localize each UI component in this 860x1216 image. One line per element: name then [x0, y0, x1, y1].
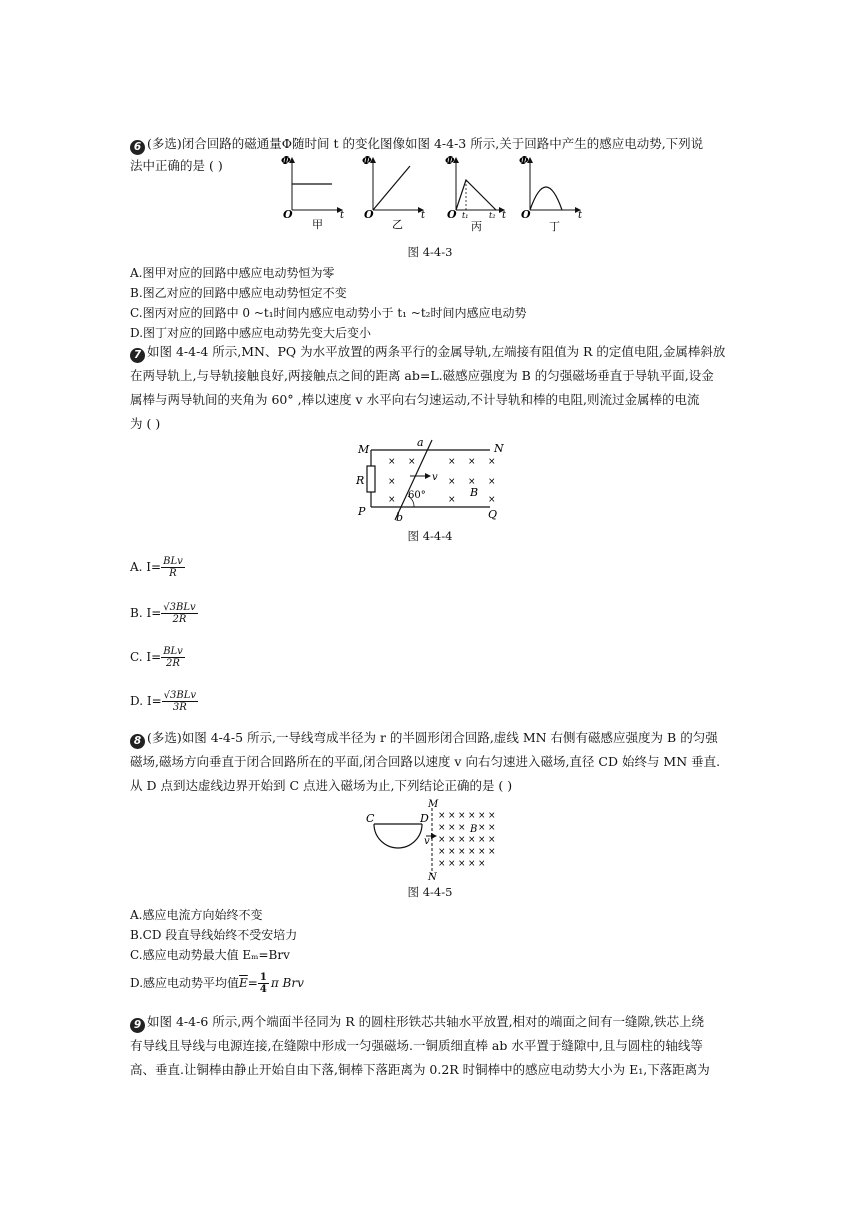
svg-text:×: × [388, 457, 396, 467]
q7-line3: 属棒与两导轨间的夹角为 60° ,棒以速度 v 水平向右匀速运动,不计导轨和棒的电阻,则流过金属棒的电流 [130, 392, 700, 407]
q6-line1: 6 (多选)闭合回路的磁通量Φ随时间 t 的变化图像如图 4-4-3 所示,关于回路中产生的感应电动势,下列说 [130, 136, 735, 155]
g2-phi: Φ [362, 154, 372, 167]
svg-text:×: × [438, 835, 446, 845]
svg-text:×: × [468, 811, 476, 821]
svg-text:×: × [438, 823, 446, 833]
svg-text:×: × [488, 835, 496, 845]
g2-label: 乙 [392, 218, 403, 231]
q7-line2: 在两导轨上,与导轨接触良好,两接触点之间的距离 ab=L.磁感应强度为 B 的匀强磁场垂直于导轨平面,设金 [130, 368, 714, 383]
svg-text:×: × [458, 859, 466, 869]
q7-option-a: A. I= $\frac{\text{BLv}}{R}$ [130, 556, 183, 579]
svg-text:×: × [488, 457, 496, 467]
q6-option-a: A.图甲对应的回路中感应电动势恒为零 [130, 266, 335, 280]
svg-text:×: × [488, 811, 496, 821]
q9-number-badge: 9 [130, 1018, 145, 1033]
g4-phi: Φ [519, 154, 529, 167]
q6-option-d: D.图丁对应的回路中感应电动势先变大后变小 [130, 326, 372, 340]
graph-jia [281, 154, 345, 231]
svg-text:×: × [458, 811, 466, 821]
svg-text:×: × [448, 477, 456, 487]
svg-text:N: N [428, 872, 437, 880]
svg-text:×: × [448, 847, 456, 857]
svg-text:D: D [420, 812, 429, 825]
q7-line4: 为 ( ) [130, 416, 161, 431]
svg-text:×: × [448, 811, 456, 821]
svg-text:v: v [424, 836, 430, 847]
g2-t: t [421, 210, 426, 221]
q9-line2: 有导线且导线与电源连接,在缝隙中形成一匀强磁场.一铜质细直棒 ab 水平置于缝隙中,且与圆柱的轴线等 [130, 1038, 703, 1053]
caption-4-4-4: 图 4-4-4 [407, 529, 453, 543]
q8-number-badge: 8 [130, 734, 145, 749]
svg-text:B: B [470, 824, 478, 835]
svg-text:×: × [458, 835, 466, 845]
q9-line1: 9 如图 4-4-6 所示,两个端面半径同为 R 的圆柱形铁芯共轴水平放置,相对的端面之间有一缝隙,铁芯上绕 [130, 1014, 735, 1033]
svg-text:×: × [448, 859, 456, 869]
g3-t2: t₂ [489, 211, 496, 220]
svg-text:P: P [358, 505, 366, 518]
q8-option-d: D.感应电动势平均值$\overline{E}=$ $\frac{1}{4}$ π Brv [130, 972, 304, 995]
g2-origin: O [364, 208, 374, 221]
svg-text:v: v [432, 472, 438, 483]
graph-ding [519, 154, 583, 233]
svg-text:b: b [396, 511, 404, 524]
q9-line3: 高、垂直.让铜棒由静止开始自由下落,铜棒下落距离为 0.2R 时铜棒中的感应电动势大小为 E₁,下落距离为 [130, 1062, 710, 1077]
svg-text:B: B [470, 486, 479, 499]
svg-text:×: × [448, 835, 456, 845]
svg-text:60°: 60° [408, 490, 426, 501]
q8-line3: 从 D 点到达虚线边界开始到 C 点进入磁场为止,下列结论正确的是 ( ) [130, 778, 513, 793]
g3-t1: t₁ [462, 211, 469, 220]
g1-phi: Φ [281, 154, 291, 167]
q8-line1: 8 (多选)如图 4-4-5 所示,一导线弯成半径为 r 的半圆形闭合回路,虚线 MN 右侧有磁感应强度为 B 的匀强 [130, 730, 735, 749]
q6-option-b: B.图乙对应的回路中感应电动势恒定不变 [130, 286, 347, 300]
svg-text:×: × [388, 477, 396, 487]
svg-text:a: a [417, 436, 424, 449]
svg-text:×: × [468, 477, 476, 487]
q7-line1: 7 如图 4-4-4 所示,MN、PQ 为水平放置的两条平行的金属导轨,左端接有阻值为 R 的定值电阻,金属棒斜放 [130, 344, 735, 363]
g1-origin: O [283, 208, 293, 221]
g4-label: 丁 [549, 220, 560, 233]
svg-text:×: × [478, 847, 486, 857]
svg-text:×: × [408, 457, 416, 467]
svg-text:×: × [488, 847, 496, 857]
q6-number-badge: 6 [130, 140, 145, 155]
q7-number-badge: 7 [130, 348, 145, 363]
q7-option-c: C. I= $\frac{\text{BLv}}{2R}$ [130, 646, 183, 669]
svg-text:×: × [468, 457, 476, 467]
q7-option-d: D. I= $\frac{\text{√3BLv}}{3R}$ [130, 690, 196, 713]
svg-text:×: × [478, 835, 486, 845]
svg-text:×: × [478, 823, 486, 833]
svg-text:×: × [388, 495, 396, 505]
svg-text:×: × [438, 859, 446, 869]
caption-4-4-3: 图 4-4-3 [407, 245, 453, 259]
q8-option-c: C.感应电动势最大值 Eₘ=Brv [130, 948, 290, 962]
graph-bing [445, 154, 507, 233]
graph-yi [362, 154, 426, 231]
g3-t: t [502, 210, 507, 221]
svg-text:×: × [468, 859, 476, 869]
svg-text:×: × [478, 811, 486, 821]
q7-option-b: B. I= $\frac{\text{√3BLv}}{2R}$ [130, 602, 196, 625]
g3-origin: O [447, 208, 457, 221]
caption-4-4-5: 图 4-4-5 [407, 885, 453, 899]
svg-text:×: × [478, 859, 486, 869]
svg-text:×: × [458, 847, 466, 857]
svg-text:R: R [356, 474, 365, 487]
g4-origin: O [521, 208, 531, 221]
figure-4-4-3 [270, 150, 600, 240]
g1-label: 甲 [312, 218, 323, 231]
svg-text:M: M [428, 799, 439, 810]
q8-line2: 磁场,磁场方向垂直于闭合回路所在的平面,闭合回路以速度 v 向右匀速进入磁场,直径 CD 始终与 MN 垂直. [130, 754, 721, 769]
svg-text:×: × [448, 823, 456, 833]
g3-phi: Φ [445, 154, 455, 167]
svg-text:×: × [488, 477, 496, 487]
q8-option-a: A.感应电流方向始终不变 [130, 908, 263, 922]
svg-text:Q: Q [488, 508, 498, 521]
svg-text:×: × [438, 847, 446, 857]
svg-text:×: × [448, 457, 456, 467]
svg-text:×: × [468, 847, 476, 857]
svg-text:×: × [438, 811, 446, 821]
svg-text:C: C [366, 812, 375, 825]
svg-text:M: M [358, 443, 370, 456]
svg-text:×: × [488, 823, 496, 833]
svg-text:×: × [448, 495, 456, 505]
svg-text:×: × [488, 495, 496, 505]
q6-line2: 法中正确的是 ( ) [130, 158, 223, 173]
figure-4-4-5 [362, 796, 502, 880]
svg-text:×: × [458, 823, 466, 833]
svg-text:×: × [468, 835, 476, 845]
svg-text:N: N [494, 442, 504, 455]
q6-option-c: C.图丙对应的回路中 0 ~t₁时间内感应电动势小于 t₁ ~t₂时间内感应电动势 [130, 306, 527, 320]
q8-option-b: B.CD 段直导线始终不受安培力 [130, 928, 298, 942]
g3-label: 丙 [471, 220, 482, 233]
g1-t: t [340, 210, 345, 221]
figure-4-4-4 [350, 436, 510, 524]
g4-t: t [578, 210, 583, 221]
